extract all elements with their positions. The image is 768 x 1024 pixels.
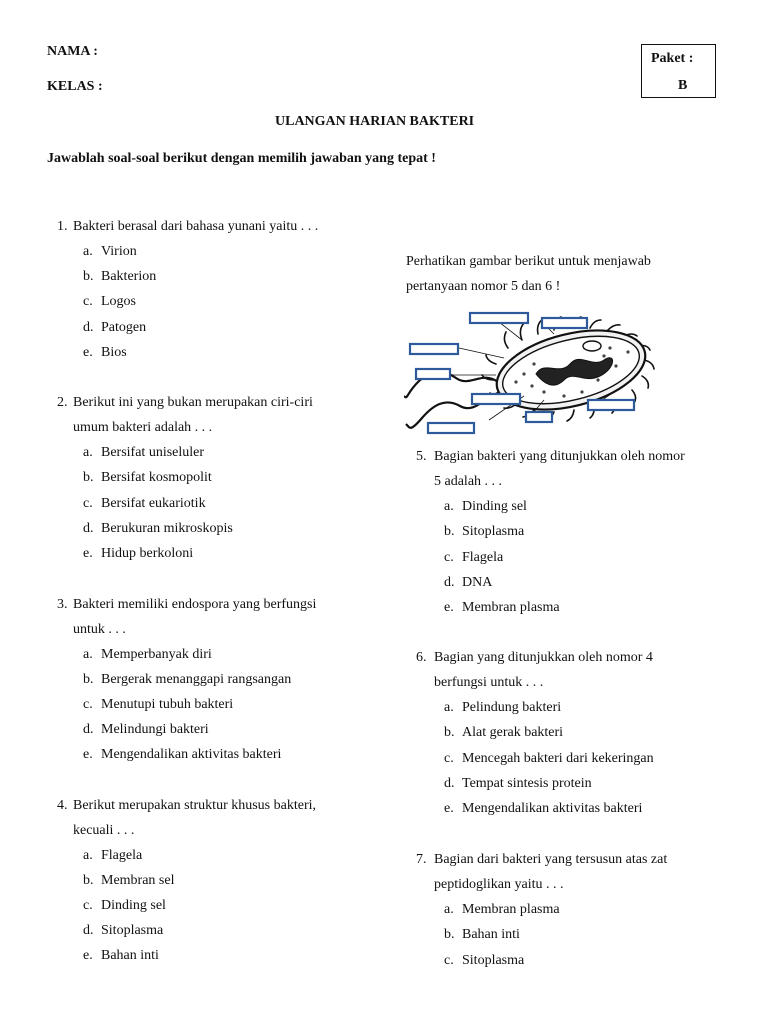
label-box-1 [470,313,528,323]
option-text: Bakterion [101,269,157,284]
question-text-cont: peptidoglikan yaitu . . . [434,877,564,892]
option-letter: a. [83,647,93,662]
option-letter: a. [444,902,454,917]
option-text: Virion [101,244,137,259]
option-letter: b. [83,470,94,485]
label-box-7 [588,400,634,410]
option-text: Berukuran mikroskopis [101,521,233,536]
page-title: ULANGAN HARIAN BAKTERI [275,114,475,129]
option-letter: a. [444,700,454,715]
option-text: Sitoplasma [101,923,164,938]
option-letter: e. [83,948,93,963]
question-text-cont: 5 adalah . . . [434,474,503,489]
option-letter: a. [83,848,93,863]
option-text: Alat gerak bakteri [462,725,564,740]
option-text: Flagela [101,848,143,863]
option-text: Sitoplasma [462,524,525,539]
option-letter: b. [444,725,455,740]
option-text: Bersifat uniseluler [101,445,205,460]
option-text: Logos [101,294,136,309]
option-letter: d. [83,320,94,335]
question-number: 7. [416,852,427,867]
option-letter: d. [83,521,94,536]
figure-caption: Perhatikan gambar berikut untuk menjawab [406,254,651,269]
option-letter: d. [83,722,94,737]
label-box-2 [542,318,587,328]
question-text-cont: untuk . . . [73,622,126,637]
figure-caption-cont: pertanyaan nomor 5 dan 6 ! [406,279,561,294]
instruction: Jawablah soal-soal berikut dengan memilih jawaban yang tepat ! [47,151,436,166]
option-letter: c. [83,294,93,309]
question-text: Bagian yang ditunjukkan oleh nomor 4 [434,650,653,665]
question-text-cont: berfungsi untuk . . . [434,675,544,690]
option-letter: c. [83,697,93,712]
option-text: Memperbanyak diri [101,647,212,662]
question-number: 1. [57,219,68,234]
question-number: 4. [57,798,68,813]
option-text: Bios [101,345,127,360]
nama-label: NAMA : [47,44,98,59]
bacteria-diagram [404,310,662,438]
option-letter: d. [444,575,455,590]
option-letter: b. [83,269,94,284]
question-text: Bagian bakteri yang ditunjukkan oleh nomor [434,449,685,464]
question-number: 5. [416,449,427,464]
option-letter: c. [83,496,93,511]
paket-value: B [678,78,688,93]
option-text: Patogen [101,320,147,335]
option-text: Sitoplasma [462,953,525,968]
question-text-cont: kecuali . . . [73,823,135,838]
question-number: 3. [57,597,68,612]
option-text: Dinding sel [101,898,166,913]
option-text: Pelindung bakteri [462,700,562,715]
option-text: Hidup berkoloni [101,546,194,561]
question-text-cont: umum bakteri adalah . . . [73,420,213,435]
option-text: Membran plasma [462,902,560,917]
option-letter: e. [83,345,93,360]
option-text: Bergerak menanggapi rangsangan [101,672,292,687]
option-letter: b. [444,524,455,539]
option-letter: e. [83,747,93,762]
question-number: 2. [57,395,68,410]
option-text: Tempat sintesis protein [462,776,592,791]
question-text: Berikut ini yang bukan merupakan ciri-ciri [73,395,313,410]
option-letter: a. [83,244,93,259]
option-text: Flagela [462,550,504,565]
option-letter: d. [83,923,94,938]
option-text: Bersifat eukariotik [101,496,206,511]
option-text: Menutupi tubuh bakteri [101,697,234,712]
option-letter: c. [444,550,454,565]
label-box-6 [526,412,552,422]
option-text: Membran sel [101,873,175,888]
option-letter: a. [83,445,93,460]
label-box-4 [416,369,450,379]
option-text: Bahan inti [101,948,159,963]
label-box-3 [410,344,458,354]
option-text: Mengendalikan aktivitas bakteri [462,801,643,816]
option-letter: b. [83,672,94,687]
option-text: Membran plasma [462,600,560,615]
option-letter: c. [444,751,454,766]
option-letter: e. [444,801,454,816]
option-text: Mencegah bakteri dari kekeringan [462,751,654,766]
option-letter: b. [444,927,455,942]
paket-box [641,44,716,98]
option-letter: e. [83,546,93,561]
option-text: Mengendalikan aktivitas bakteri [101,747,282,762]
option-letter: a. [444,499,454,514]
paket-label: Paket : [651,51,694,66]
question-number: 6. [416,650,427,665]
question-text: Bagian dari bakteri yang tersusun atas zat [434,852,668,867]
question-text: Bakteri memiliki endospora yang berfungsi [73,597,317,612]
label-box-5 [472,394,520,404]
question-text: Bakteri berasal dari bahasa yunani yaitu . . . [73,219,319,234]
option-letter: e. [444,600,454,615]
option-letter: c. [444,953,454,968]
label-box-8 [428,423,474,433]
option-letter: b. [83,873,94,888]
option-text: Bahan inti [462,927,520,942]
option-letter: d. [444,776,455,791]
question-text: Berikut merupakan struktur khusus bakteri, [73,798,317,813]
kelas-label: KELAS : [47,79,103,94]
option-text: DNA [462,575,493,590]
option-letter: c. [83,898,93,913]
option-text: Bersifat kosmopolit [101,470,212,485]
option-text: Melindungi bakteri [101,722,209,737]
option-text: Dinding sel [462,499,527,514]
